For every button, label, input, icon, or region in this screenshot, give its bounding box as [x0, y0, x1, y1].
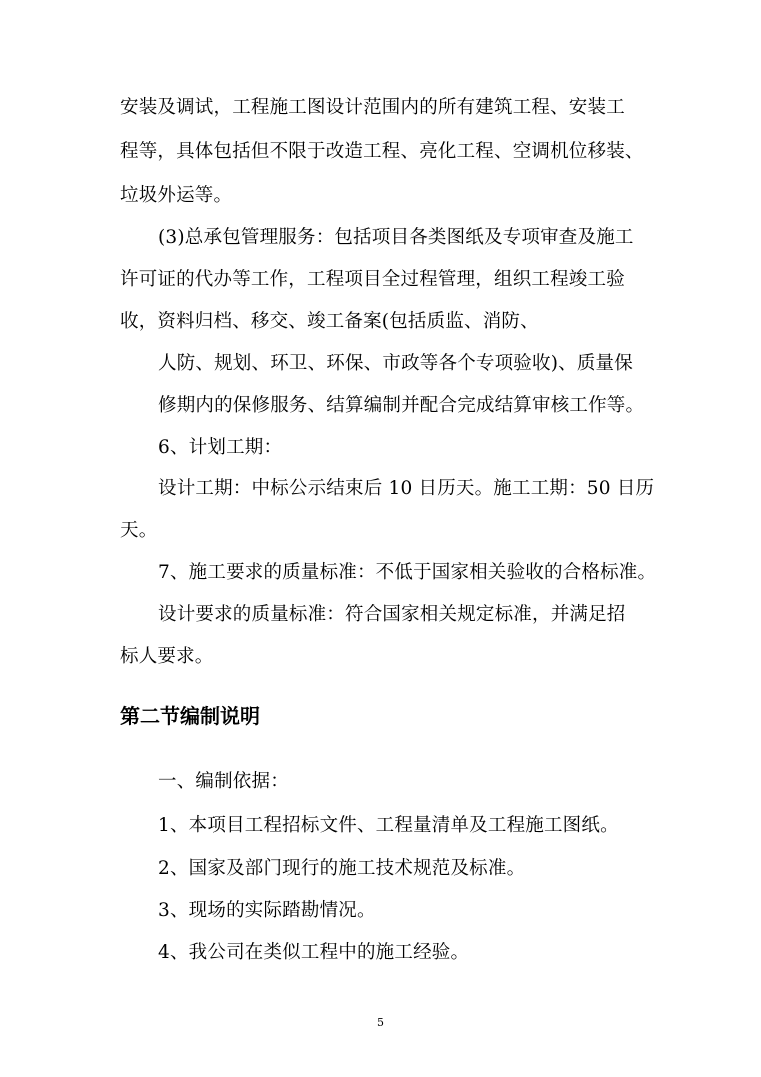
section-title: 第二节编制说明: [120, 704, 260, 728]
paragraph-line-10: 设计工期：中标公示结束后 10 日历天。施工工期：50 日历: [158, 478, 655, 499]
paragraph-line-13: 设计要求的质量标准：符合国家相关规定标准，并满足招: [158, 604, 626, 625]
paragraph-line-8: 修期内的保修服务、结算编制并配合完成结算审核工作等。: [158, 395, 645, 416]
basis-item-3: 3、现场的实际踏勘情况。: [158, 900, 376, 921]
basis-heading: 一、编制依据：: [158, 771, 289, 792]
paragraph-line-2: 程等，具体包括但不限于改造工程、亮化工程、空调机位移装、: [120, 141, 644, 162]
paragraph-line-3: 垃圾外运等。: [120, 185, 233, 206]
paragraph-line-5: 许可证的代办等工作，工程项目全过程管理，组织工程竣工验: [120, 269, 625, 290]
paragraph-line-12: 7、施工要求的质量标准：不低于国家相关验收的合格标准。: [158, 562, 657, 583]
basis-item-2: 2、国家及部门现行的施工技术规范及标准。: [158, 858, 526, 879]
basis-item-1: 1、本项目工程招标文件、工程量清单及工程施工图纸。: [158, 815, 619, 836]
paragraph-line-11: 天。: [120, 520, 158, 541]
paragraph-line-4: (3)总承包管理服务：包括项目各类图纸及专项审查及施工: [158, 227, 634, 248]
paragraph-line-14: 标人要求。: [120, 646, 214, 667]
paragraph-line-6: 收，资料归档、移交、竣工备案(包括质监、消防、: [120, 311, 539, 332]
basis-item-4: 4、我公司在类似工程中的施工经验。: [158, 942, 470, 963]
paragraph-line-7: 人防、规划、环卫、环保、市政等各个专项验收)、质量保: [158, 353, 633, 374]
paragraph-line-1: 安装及调试，工程施工图设计范围内的所有建筑工程、安装工: [120, 97, 625, 118]
page-number: 5: [377, 1016, 384, 1029]
schedule-heading: 6、计划工期：: [158, 437, 283, 458]
